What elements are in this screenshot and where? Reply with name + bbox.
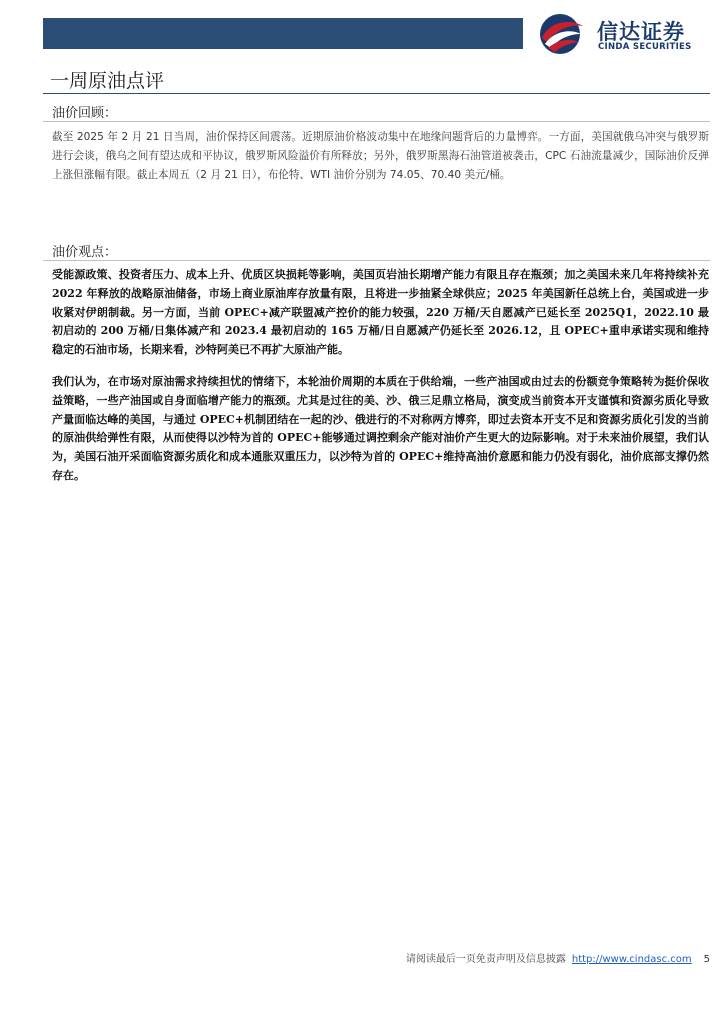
footer-disclaimer: 请阅读最后一页免责声明及信息披露 bbox=[405, 954, 566, 965]
header-bar bbox=[43, 18, 523, 49]
page-number: 5 bbox=[703, 954, 710, 965]
review-divider bbox=[43, 121, 710, 122]
brand-name-en: CINDA SECURITIES bbox=[598, 42, 692, 52]
review-heading: 油价回顾： bbox=[52, 106, 118, 121]
view-heading: 油价观点： bbox=[52, 245, 118, 260]
footer-website-link[interactable]: http://www.cindasc.com bbox=[571, 954, 692, 965]
view-divider bbox=[43, 260, 710, 261]
brand-name-cn: 信达证券 bbox=[597, 20, 685, 44]
section-title: 一周原油点评 bbox=[50, 70, 165, 92]
cinda-logo-icon bbox=[533, 12, 587, 56]
section-divider bbox=[43, 93, 710, 94]
brand-logo bbox=[533, 12, 713, 56]
view-paragraph-2: 我们认为，在市场对原油需求持续担忧的情绪下，本轮油价周期的本质在于供给端，一些产油国或由过去的份额竞争策略转为挺价保收益策略，一些产油国或自身面临增产能力的瓶颈。尤其是过往的美、沙、俄三足鼎立格局，演变成当前资本开支谨慎和资源劣质化导致产量面临达峰的美国，与通过 OPEC+机制团结在一起的沙、俄进行的不对称两方博弈，即过去资本开支不足和资源劣质化引发的当前的原油供给弹性有限，从而使得以沙特为首的 OPEC+能够通过调控剩余产能对油价产生更大的边际影响。对于未来油价展望，我们认为，美国石油开采面临资源劣质化和成本通胀双重压力，以沙特为首的 OPEC+维持高油价意愿和能力仍没有弱化，油价底部支撑仍然存在。 bbox=[52, 375, 709, 482]
view-paragraph-1: 受能源政策、投资者压力、成本上升、优质区块损耗等影响，美国页岩油长期增产能力有限且存在瓶颈；加之美国未来几年将持续补充 2022 年释放的战略原油储备，市场上商业原油库存放量有限，且将进一步抽紧全球供应；2025 年美国新任总统上台，美国或进一步收紧对伊朗制裁。另一方面，当前 OPEC+减产联盟减产控价的能力较强，220 万桶/天自愿减产已延长至 2025Q1，2022.10 最初启动的 200 万桶/日集体减产和 2023.4 最初启动的 165 万桶/日自愿减产仍延长至 2026.12，且 OPEC+重申承诺实现和维持稳定的石油市场，长期来看，沙特阿美已不再扩大原油产能。 bbox=[52, 268, 709, 357]
review-paragraph: 截至 2025 年 2 月 21 日当周，油价保持区间震荡。近期原油价格波动集中在地缘问题背后的力量博弈。一方面，美国就俄乌冲突与俄罗斯进行会谈，俄乌之间有望达成和平协议，俄罗斯风险溢价有所释放；另外，俄罗斯黑海石油管道被袭击，CPC 石油流量减少，国际油价反弹上涨但涨幅有限。截止本周五（2 月 21 日），布伦特、WTI 油价分别为 74.05、70.40 美元/桶。 bbox=[52, 131, 709, 181]
page-footer bbox=[406, 950, 710, 965]
